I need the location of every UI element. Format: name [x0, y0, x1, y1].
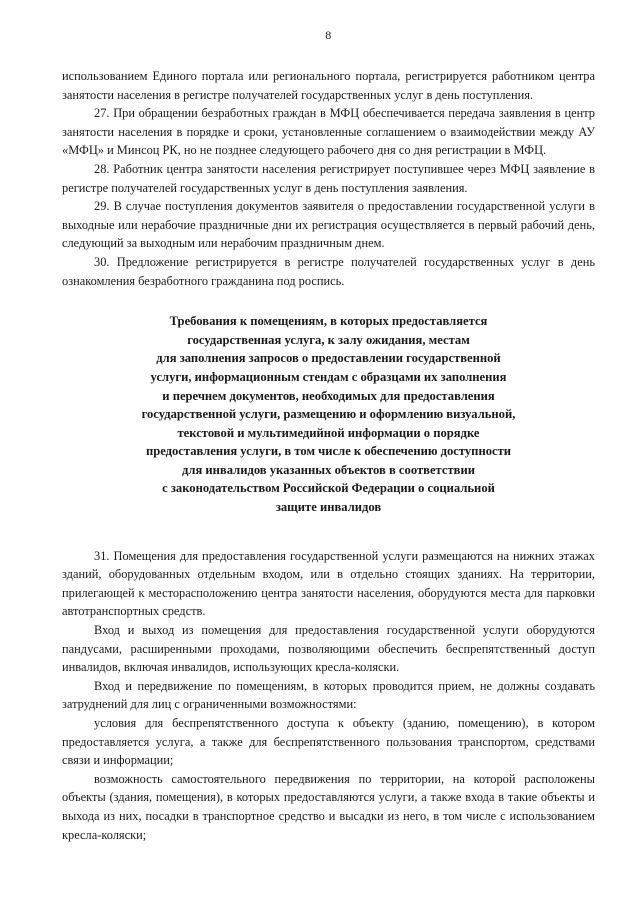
page-number: 8	[325, 28, 332, 42]
section-heading	[62, 312, 595, 517]
heading-line: услуги, информационным стендам с образцами их заполнения	[150, 369, 507, 384]
paragraph-access-conditions: условия для беспрепятственного доступа к объекту (зданию, помещению), в котором предоставляется услуга, а также для беспрепятственного пользования транспортом, средствами связи и информации;	[62, 716, 595, 768]
heading-line: для заполнения запросов о предоставлении государственной	[156, 351, 501, 366]
paragraph-28: 28. Работник центра занятости населения регистрирует поступившее через МФЦ заявление в регистре получателей государственных услуг в день поступления заявления.	[62, 161, 595, 195]
top-section	[62, 67, 595, 290]
paragraph-27: 27. При обращении безработных граждан в МФЦ обеспечивается передача заявления в центр занятости населения в порядке и сроки, установленные соглашением о взаимодействии между АУ «МФЦ» и Минсоц РК, но не позднее следующего рабочего дня со дня регистрации в МФЦ.	[62, 106, 595, 158]
paragraph-31: 31. Помещения для предоставления государственной услуги размещаются на нижних этажах зданий, оборудованных отдельным входом, или в отдельно стоящих зданиях. На территории, прилегающей к месторасположению центра занятости населения, оборудуются места для парковки автотранспортных средств.	[62, 548, 595, 619]
paragraph-movement: Вход и передвижение по помещениям, в которых проводится прием, не должны создавать затруднений для лиц с ограниченными возможностями:	[62, 678, 595, 712]
heading-line: текстовой и мультимедийной информации о порядке	[177, 425, 480, 440]
bottom-section	[62, 547, 595, 845]
paragraph-29: 29. В случае поступления документов заявителя о предоставлении государственной услуги в выходные или нерабочие праздничные дни их регистрация осуществляется в первый рабочий день, следующий за выходным или нерабочим праздничным днем.	[62, 199, 595, 251]
heading-line: защите инвалидов	[275, 500, 382, 515]
heading-line: и перечнем документов, необходимых для предоставления	[162, 388, 495, 403]
paragraph-independent-movement: возможность самостоятельного передвижения по территории, на которой расположены объекты (здания, помещения), в которых предоставляются услуги, а также входа в такие объекты и выхода из них, посадки в транспортное средство и высадки из него, в том числе с использованием кресла-коляски;	[62, 771, 595, 842]
heading-line: предоставления услуги, в том числе к обеспечению доступности	[145, 444, 512, 459]
paragraph-30: 30. Предложение регистрируется в регистре получателей государственных услуг в день ознакомления безработного гражданина под роспись.	[62, 254, 595, 288]
heading-line: для инвалидов указанных объектов в соответствии	[182, 462, 475, 477]
heading-line: Требования к помещениям, в которых предоставляется	[169, 314, 488, 329]
heading-line: с законодательством Российской Федерации о социальной	[162, 481, 495, 496]
paragraph-entrance-exit: Вход и выход из помещения для предоставления государственной услуги оборудуются пандусами, расширенными проходами, позволяющими обеспечить беспрепятственный доступ инвалидов, включая инвалидов, использующих кресла-коляски.	[62, 623, 595, 675]
paragraph-continuation: использованием Единого портала или регионального портала, регистрируется работником центра занятости населения в регистре получателей государственных услуг в день поступления.	[62, 69, 595, 102]
heading-line: государственной услуги, размещению и оформлению визуальной,	[141, 407, 516, 422]
heading-line: государственная услуга, к залу ожидания, местам	[187, 332, 470, 347]
